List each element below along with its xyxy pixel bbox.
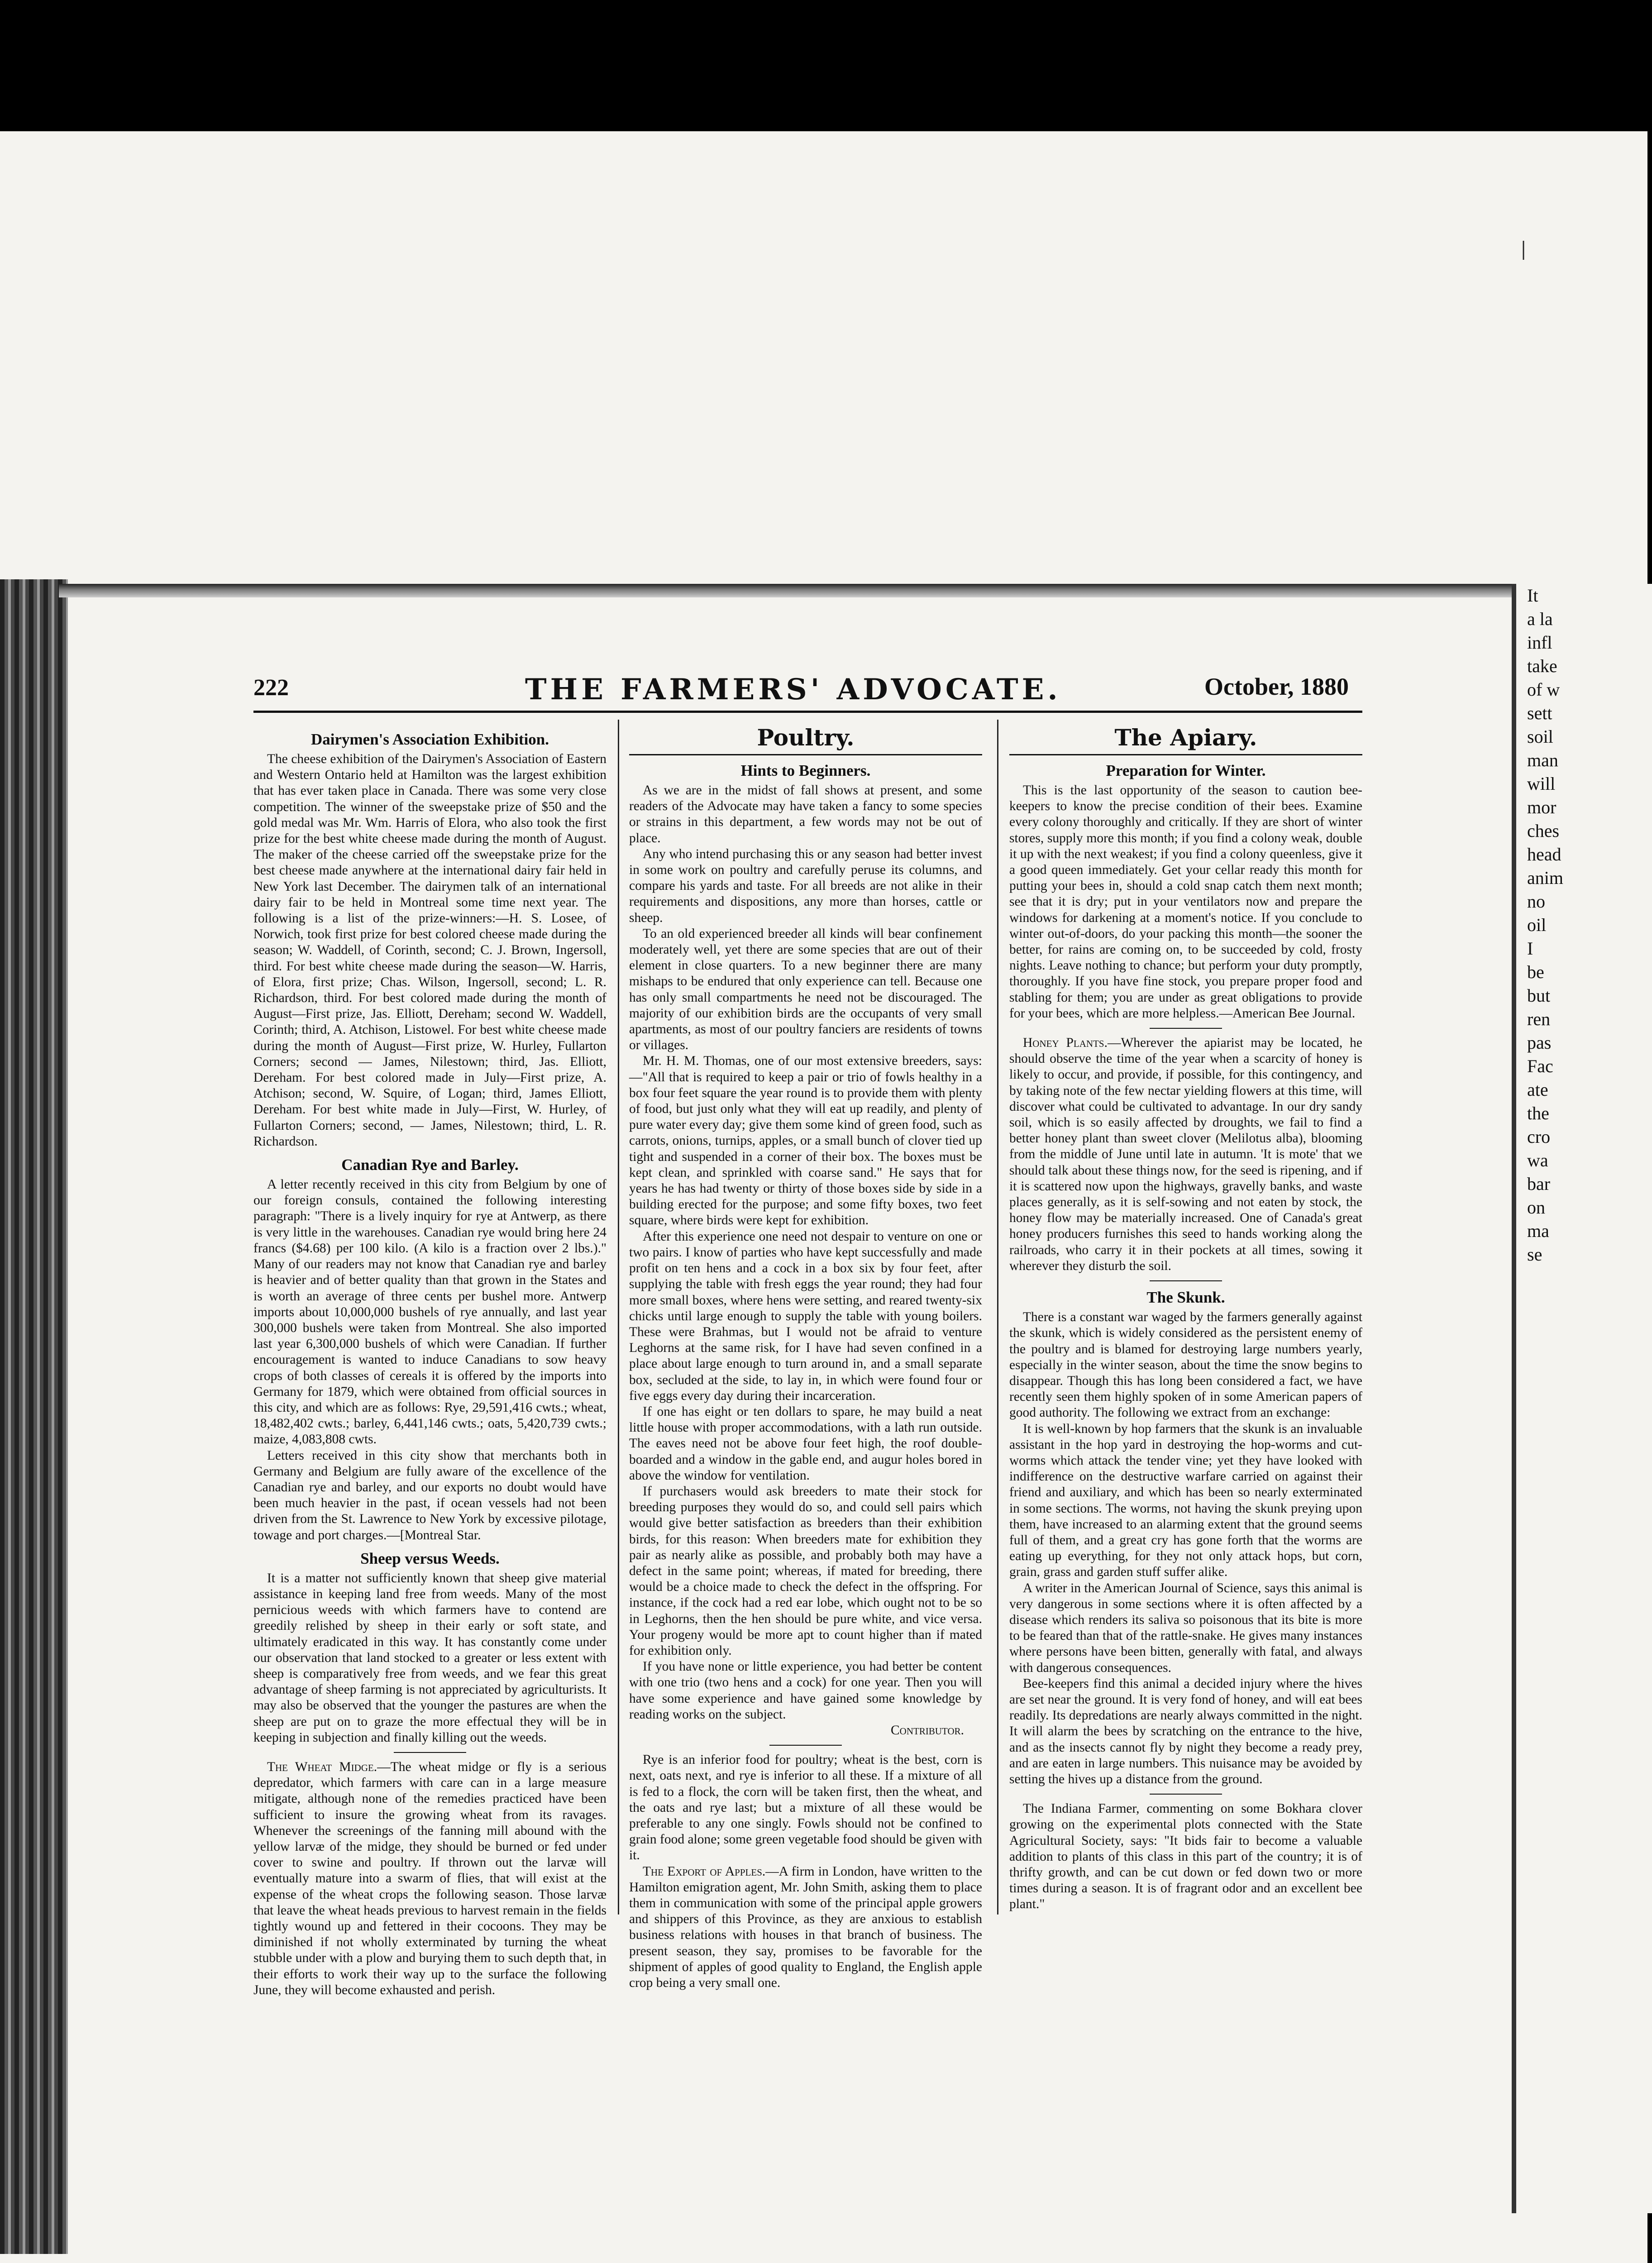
next-page-line: the bbox=[1527, 1103, 1549, 1123]
paragraph-text: If you have none or little experience, you had better be content with one trio (two hens and a cock) for one year. Then you will have some experience and have gained some knowledge by reading works on the subject. bbox=[629, 1659, 982, 1722]
next-page-line: anim bbox=[1527, 868, 1563, 888]
section-title: The Apiary. bbox=[1009, 724, 1362, 755]
next-page-line: Fac bbox=[1527, 1056, 1553, 1076]
paragraph-text: The Indiana Farmer, commenting on some Bokhara clover growing on the experimental plots connected with the State Agricultural Society, says: "It bids fair to become a valuable addition to plants of this class in this part of the country; it is of thrifty growth, and can be cut down or fed down two or more times during a season. It is of fragrant odor and an excellent bee plant." bbox=[1009, 1801, 1362, 1912]
issue-date: October, 1880 bbox=[1204, 673, 1349, 700]
next-page-line: oil bbox=[1527, 915, 1547, 935]
article-paragraph bbox=[1009, 1309, 1362, 1421]
separator-rule bbox=[1150, 1028, 1222, 1029]
next-page-line: I bbox=[1527, 938, 1533, 959]
masthead-title: THE FARMERS' ADVOCATE. bbox=[525, 673, 1061, 707]
next-page-line: be bbox=[1527, 962, 1544, 982]
paragraph-lead: The Export of Apples. bbox=[643, 1864, 766, 1879]
article-paragraph bbox=[629, 1752, 982, 1863]
separator-rule bbox=[394, 1752, 466, 1753]
article-paragraph bbox=[629, 1404, 982, 1484]
paragraph-lead: The Wheat Midge. bbox=[267, 1759, 377, 1774]
next-page-line: wa bbox=[1527, 1150, 1548, 1170]
article-heading: Preparation for Winter. bbox=[1106, 762, 1266, 779]
page-top-shadow bbox=[59, 584, 1539, 597]
next-page-line: ren bbox=[1527, 1009, 1551, 1029]
next-page-line: will bbox=[1527, 773, 1556, 794]
adjacent-page-fragment bbox=[1512, 584, 1652, 2213]
next-page-line: cro bbox=[1527, 1127, 1551, 1147]
paragraph-text: The cheese exhibition of the Dairymen's Association of Eastern and Western Ontario held at Hamilton was the largest exhibition that has ever taken place in Canada. There was some very close competition. The winner of the sweepstake prize of $50 and the gold medal was Mr. Wm. Harris of Elora, who also took the first prize for the best white cheese made during the month of August. The maker of the cheese carried off the sweepstake prize for the best cheese made anywhere at the international dairy fair held in New York last December. The dairymen talk of an international dairy fair to be held in Montreal some time next year. The following is a list of the prize-winners:—H. S. Losee, of Norwich, took first prize for best colored cheese made during the season; W. Waddell, of Corinth, second; C. J. Brown, Ingersoll, third. For best white cheese made during the season—W. Harris, of Elora, first prize; Chas. Wilson, Ingersoll, second; L. R. Richardson, third. For best colored made during the month of August—First prize, Jas. Elliott, Dereham; second W. Waddell, Corinth; third, A. Atchison, Listowel. For best white cheese made during the month of August—First prize, W. Hurley, Fullarton Corners; second — James, Nilestown; third, Jas. Elliott, Dereham. For best colored made in July—First prize, A. Atchison; second, W. Squire, of Logan; third, James Elliott, Dereham. For best white made in July—First, W. Hurley, of Fullarton Corners; second, — James, Nilestown; third, L. R. Richardson. bbox=[253, 752, 606, 1149]
next-page-line: ma bbox=[1527, 1221, 1549, 1241]
paragraph-text: Rye is an inferior food for poultry; wheat is the best, corn is next, oats next, and rye is inferior to all these. If a mixture of all is fed to a flock, the corn will be taken first, then the wheat, and the oats and rye last; but a mixture of all these would be preferable to any one singly. Fowls should not be confined to grain food alone; some green vegetable food should be given with it. bbox=[629, 1752, 982, 1863]
newspaper-page bbox=[253, 670, 1362, 1997]
next-page-line: soil bbox=[1527, 726, 1553, 747]
next-page-line: ate bbox=[1527, 1079, 1548, 1100]
article-paragraph bbox=[253, 1759, 606, 1998]
next-page-line: on bbox=[1527, 1197, 1545, 1217]
next-page-line: a la bbox=[1527, 609, 1553, 629]
paragraph-text: If purchasers would ask breeders to mate their stock for breeding purposes they would do so, and could sell pairs which would give better satisfaction as breeders than their exhibition birds, for this reason: When breeders mate for exhibition they pair as nearly alike as possible, and probably both may have a defect in the same point; whereas, if mated for breeding, there would be a choice made to check the defect in the offspring. For instance, if the cock had a red ear lobe, which ought not to be so in Leghorns, then the hen should be pure white, and vice versa. Your progeny would be more apt to count higher than if mated for exhibition only. bbox=[629, 1484, 982, 1658]
article-paragraph bbox=[629, 846, 982, 926]
next-page-line: head bbox=[1527, 844, 1561, 864]
article-heading: The Skunk. bbox=[1146, 1289, 1225, 1307]
paragraph-text: It is a matter not sufficiently known that sheep give material assistance in keeping land free from weeds. Many of the most pernicious weeds with which farmers have to contend are greedily relished by sheep in their early or soft state, and ultimately eradicated in this way. It has constantly come under our observation that land stocked to a greater or less extent with sheep is comparatively free from weeds, and we fear this great advantage of sheep farming is not appreciated by agriculturists. It may also be observed that the younger the pastures are when the sheep are put on to graze the more effectual they will be in keeping in subjection and finally killing out the weeds. bbox=[253, 1571, 606, 1745]
next-page-line: but bbox=[1527, 985, 1551, 1006]
paragraph-text: —The wheat midge or fly is a serious depredator, which farmers with care can in a large measure mitigate, although none of the remedies practiced have been sufficient to insure the growing wheat from its ravages. Whenever the screenings of the fanning mill abound with the yellow larvæ of the midge, they should be burned or fed under cover to swine and poultry. If thrown out the larvæ will eventually mature into a swarm of flies, that will exist at the expense of the wheat crops the following season. Those larvæ that leave the wheat heads previous to harvest remain in the fields tightly wound up and fettered in their cocoons. They may be diminished if not wholly exterminated by turning the wheat stubble under with a plow and burying them to such depth that, in their efforts to work their way up to the surface the following June, they will become exhausted and perish. bbox=[253, 1759, 606, 1997]
paragraph-text: As we are in the midst of fall shows at present, and some readers of the Advocate may have taken a fancy to some species or strains in this department, a few words may not be out of place. bbox=[629, 783, 982, 845]
next-page-line: no bbox=[1527, 891, 1545, 912]
paragraph-text: —A firm in London, have written to the Hamilton emigration agent, Mr. John Smith, asking them to place them in communication with some of the principal apple growers and shippers of this Province, as they are anxious to establish business relations with houses in that branch of business. The present season, they say, promises to be favorable for the shipment of apples of good quality to England, the English apple crop being a very small one. bbox=[629, 1864, 982, 1991]
next-page-line: sett bbox=[1527, 703, 1552, 723]
separator-rule bbox=[769, 1745, 842, 1746]
article-paragraph bbox=[629, 926, 982, 1054]
article-paragraph bbox=[1009, 1580, 1362, 1676]
article-paragraph bbox=[629, 1659, 982, 1723]
paragraph-text: There is a constant war waged by the farmers generally against the skunk, which is widely considered as the persistent enemy of the poultry and is blamed for destroying large numbers yearly, especially in the winter season, about the time the snow begins to disappear. Though this has long been considered a fact, we have recently seen them highly spoken of in some American papers of good authority. The following we extract from an exchange: bbox=[1009, 1310, 1362, 1420]
article-paragraph bbox=[253, 1448, 606, 1543]
paragraph-text: After this experience one need not despair to venture on one or two pairs. I know of parties who have kept successfully and made profit on ten hens and a cock in a box six by four feet, after supplying the table with fresh eggs the year round; they had four more small boxes, where hens were setting, and reared twenty-six chicks until large enough to supply the table with young boilers. These were Brahmas, but I would not be afraid to venture Leghorns at the same risk, for I have had seven confined in a place about large enough to turn around in, and a small separate box, secluded at the side, to lay in, in which were found four or five eggs every day during their incarceration. bbox=[629, 1229, 982, 1403]
next-page-line: man bbox=[1527, 750, 1558, 770]
column-3 bbox=[1009, 724, 1362, 1910]
paragraph-text: Any who intend purchasing this or any season had better invest in some work on poultry and carefully peruse its columns, and compare his yards and taste. For all breeds are not alike in their requirements and dispositions, any more than horses, cattle or sheep. bbox=[629, 846, 982, 925]
article-signature: Contributor. bbox=[890, 1723, 964, 1738]
stray-mark-icon: ǀ bbox=[1521, 236, 1527, 266]
article-paragraph bbox=[253, 751, 606, 1150]
article-paragraph bbox=[1009, 1801, 1362, 1912]
article-paragraph bbox=[629, 1229, 982, 1404]
column-rule bbox=[997, 720, 998, 1914]
next-page-line: bar bbox=[1527, 1174, 1551, 1194]
separator-rule bbox=[1150, 1280, 1222, 1281]
column-rule bbox=[618, 720, 619, 1914]
page-number: 222 bbox=[253, 675, 289, 701]
paragraph-lead: Honey Plants. bbox=[1023, 1036, 1108, 1050]
article-paragraph bbox=[253, 1177, 606, 1447]
paragraph-text: This is the last opportunity of the season to caution bee-keepers to know the precise condition of their bees. Examine every colony thoroughly and critically. If they are short of winter stores, supply more this month; if you find a colony weak, double it up with the next weakest; if you find a colony queenless, give it a good queen immediately. Get your cellar ready this month for putting your bees in, should a cold snap catch them next month; see that it is dry; put in your ventilators now and prepare the windows for darkening at a moment's notice. If you conclude to winter out-of-doors, do your packing this month—the sooner the better, for rains are coming on, to be succeeded by cold, frosty nights. Leave nothing to chance; but perform your duty promptly, thoroughly. If you have fine stock, you prepare proper food and stabling for them; you are under as great obligations to provide for your bees, which are more helpless.—American Bee Journal. bbox=[1009, 783, 1362, 1021]
next-page-line: infl bbox=[1527, 632, 1552, 653]
article-paragraph bbox=[629, 1484, 982, 1659]
column-1 bbox=[253, 724, 606, 1997]
paragraph-text: A writer in the American Journal of Science, says this animal is very dangerous in some sections where it is often affected by a disease which renders its saliva so poisonous that its bite is more to be feared than that of the rattle-snake. He gives many instances where persons have been bitten, generally with fatal, and always with dangerous consequences. bbox=[1009, 1580, 1362, 1675]
next-page-line: pas bbox=[1527, 1032, 1552, 1053]
paragraph-text: —Wherever the apiarist may be located, he should observe the time of the year when a scarcity of honey is likely to occur, and provide, if possible, for this contingency, and by taking note of the few nectar yielding flowers at this time, will discover what could be cultivated to advantage. In our dry sandy soil, which is so easily affected by droughts, we fail to find a better honey plant than sweet clover (Melilotus alba), blooming from the middle of June until late in autumn. 'It is mote' that we should talk about these things now, for the seed is ripening, and if it is scattered now upon the highways, gravelly banks, and waste places generally, as it is self-sowing and not eaten by stock, the honey flow may be materially increased. One of Canada's great honey producers furnishes this seed to hands working along the railroads, who carry it in their pockets at all times, sowing it wherever they disturb the soil. bbox=[1009, 1036, 1362, 1273]
next-page-line: se bbox=[1527, 1244, 1542, 1265]
next-page-line: It bbox=[1527, 585, 1538, 606]
paragraph-text: To an old experienced breeder all kinds will bear confinement moderately well, yet there are some species that are out of their element in close quarters. To a new beginner there are many mishaps to be endured that only experience can tell. Because one has only small compartments he need not be discouraged. The majority of our exhibition birds are the occupants of very small apartments, as most of our poultry fanciers are residents of towns or villages. bbox=[629, 926, 982, 1053]
separator-rule bbox=[1150, 1794, 1222, 1795]
section-title: Poultry. bbox=[629, 724, 982, 755]
paragraph-text: Letters received in this city show that merchants both in Germany and Belgium are fully aware of the excellence of the Canadian rye and barley, and our exports no doubt would have been much heavier in the past, if ocean vessels had not been driven from the St. Lawrence to New York by excessive pilotage, towage and port charges.—[Montreal Star. bbox=[253, 1448, 606, 1542]
article-paragraph bbox=[629, 1864, 982, 1991]
next-page-line: take bbox=[1527, 656, 1557, 676]
paragraph-text: Bee-keepers find this animal a decided injury where the hives are set near the ground. It is very fond of honey, and will eat bees readily. Its depredations are nearly always committed in the night. It will alarm the bees by scratching on the entrance to the hive, and as the insects cannot fly by night they become a ready prey, and are eaten in large numbers. This nuisance may be avoided by setting the hives up a distance from the ground. bbox=[1009, 1676, 1362, 1786]
page-header bbox=[253, 670, 1362, 713]
article-paragraph bbox=[1009, 1676, 1362, 1787]
paragraph-text: Mr. H. M. Thomas, one of our most extensive breeders, says:—"All that is required to keep a pair or trio of fowls healthy in a box four feet square the year round is to provide them with plenty of food, but just only what they will eat up readily, and plenty of pure water every day; give them some kind of green food, such as carrots, onions, turnips, apples, or a small bunch of clover tied up tight and suspended in a corner of their box. The boxes must be kept clean, and sprinkled with coarse sand." He says that for years he has had twenty or thirty of those boxes side by side in a building erected for the purpose; and some fifty boxes, two feet square, where birds were kept for exhibition. bbox=[629, 1054, 982, 1228]
article-paragraph bbox=[253, 1571, 606, 1746]
article-paragraph bbox=[1009, 1421, 1362, 1580]
article-heading: Hints to Beginners. bbox=[740, 762, 871, 779]
article-paragraph bbox=[1009, 1035, 1362, 1274]
article-paragraph bbox=[629, 783, 982, 846]
article-heading: Canadian Rye and Barley. bbox=[341, 1156, 519, 1174]
paragraph-text: A letter recently received in this city from Belgium by one of our foreign consuls, contained the following interesting paragraph: "There is a lively inquiry for rye at Antwerp, as there is very little in the warehouses. Canadian rye would bring here 24 francs ($4.68) per 100 kilo. (A kilo is a fraction over 2 lbs.)." Many of our readers may not know that Canadian rye and barley is heavier and of better quality than that grown in the States and is worth an average of three cents per bushel more. Antwerp imports about 10,000,000 bushels of rye annually, and last year 300,000 bushels were taken from Montreal. She also imported last year 6,300,000 bushels of which were Canadian. If further encouragement is wanted to induce Canadians to sow heavy crops of both classes of cereals it is offered by the imports into Germany for 1879, which were obtained from official sources in this city, and which are as follows: Rye, 29,591,416 cwts.; wheat, 18,482,402 cwts.; barley, 6,441,146 cwts.; oats, 5,420,739 cwts.; maize, 4,083,808 cwts. bbox=[253, 1177, 606, 1447]
paragraph-text: If one has eight or ten dollars to spare, he may build a neat little house with proper accommodations, with a lath run outside. The eaves need not be above four feet high, the roof double-boarded and a window in the gable end, and augur holes bored in above the window for ventilation. bbox=[629, 1404, 982, 1483]
article-heading: Sheep versus Weeds. bbox=[360, 1549, 500, 1567]
paragraph-text: It is well-known by hop farmers that the skunk is an invaluable assistant in the hop yard in destroying the hop-worms and cut-worms which attack the tender vine; yet they have looked with indifference on the destructive warfare carried on against their friend and auxiliary, and which has been so nearly exterminated in some sections. The worms, not having the skunk preying upon them, have increased to an alarming extent that the ground seems full of them, and a great cry has gone forth that the worms are eating up everything, for they not only attack hops, but corn, grain, grass and garden stuff suffer alike. bbox=[1009, 1421, 1362, 1580]
next-page-line: of w bbox=[1527, 679, 1560, 700]
book-binding-edge bbox=[0, 579, 68, 2254]
next-page-line: mor bbox=[1527, 797, 1557, 817]
article-paragraph bbox=[1009, 783, 1362, 1022]
article-paragraph bbox=[629, 1053, 982, 1228]
column-2 bbox=[629, 724, 982, 1991]
article-heading: Dairymen's Association Exhibition. bbox=[310, 730, 549, 748]
next-page-line: ches bbox=[1527, 821, 1560, 841]
